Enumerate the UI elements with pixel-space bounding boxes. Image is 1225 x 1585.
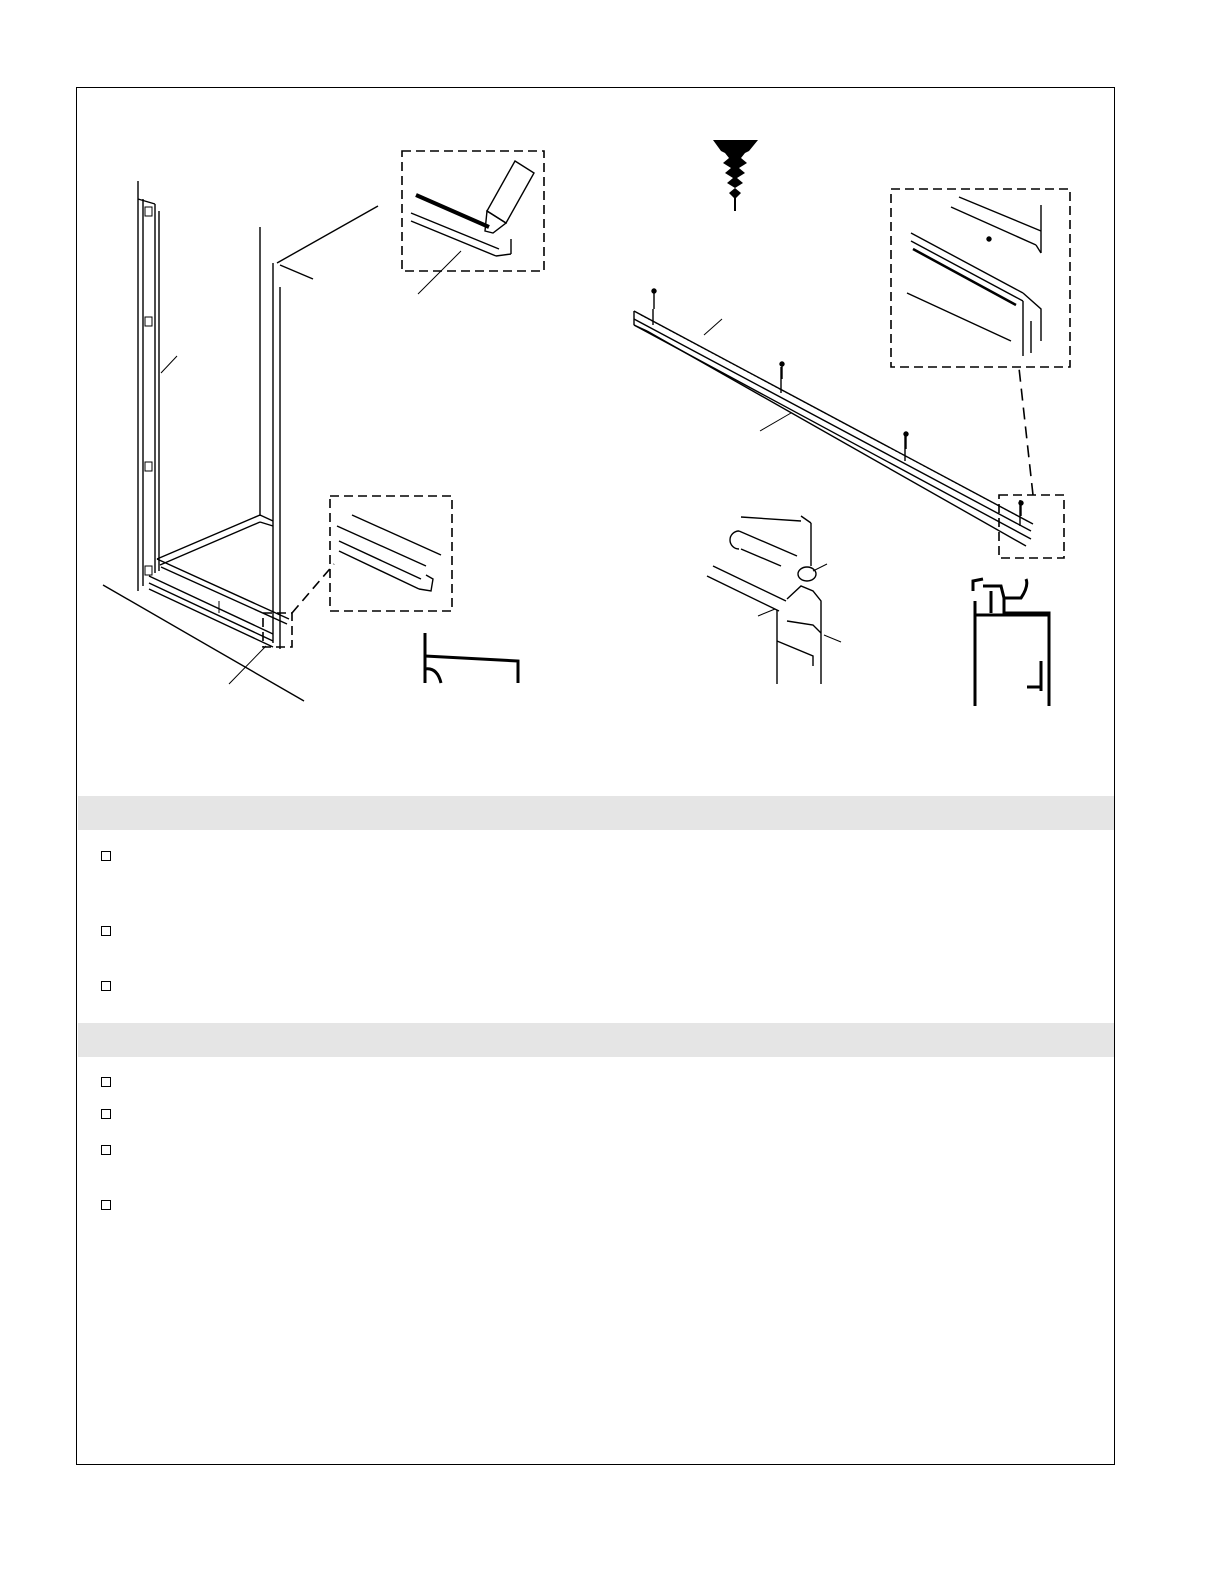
screw-icon bbox=[713, 140, 758, 211]
caulk-detail-callout bbox=[402, 151, 544, 294]
bottom-track-profile bbox=[425, 633, 518, 683]
header-rail bbox=[634, 289, 1064, 558]
rail-enlarged-callout bbox=[891, 189, 1070, 367]
step-checkbox[interactable] bbox=[101, 926, 111, 936]
track-enlarged-callout bbox=[330, 496, 452, 611]
step-checkbox[interactable] bbox=[101, 1200, 111, 1210]
caulk-tube-icon bbox=[485, 161, 534, 233]
checklist-section-header-1 bbox=[78, 796, 1114, 830]
rail-clip-iso-detail bbox=[707, 516, 841, 684]
step-checkbox[interactable] bbox=[101, 981, 111, 991]
wall-jamb-assembly bbox=[103, 181, 378, 701]
step-checkbox[interactable] bbox=[101, 1077, 111, 1087]
header-rail-profile bbox=[973, 579, 1049, 706]
step-checkbox[interactable] bbox=[101, 851, 111, 861]
step-checkbox[interactable] bbox=[101, 1109, 111, 1119]
checklist-section-header-2 bbox=[78, 1023, 1114, 1057]
installation-illustration bbox=[77, 88, 1114, 788]
instruction-page-frame bbox=[76, 87, 1115, 1465]
step-checkbox[interactable] bbox=[101, 1145, 111, 1155]
